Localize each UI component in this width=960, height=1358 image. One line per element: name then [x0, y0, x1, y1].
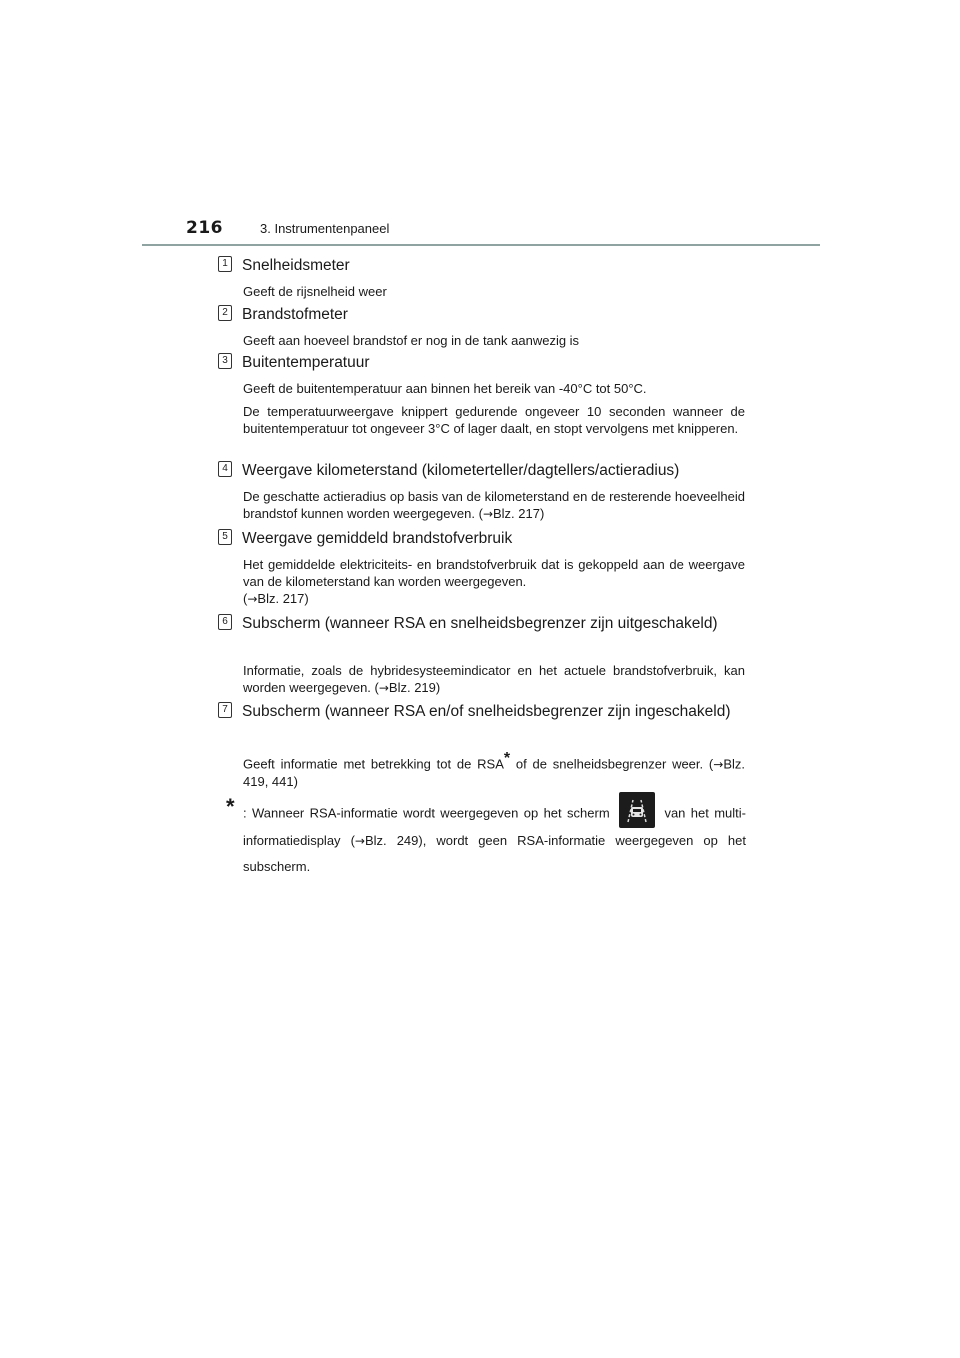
item-3-note: De temperatuurweergave knippert gedurende ongeveer 10 seconden wanneer de buitentemperatuur tot ongeveer 3°C of lager daalt, en stopt vervolgens met knipperen.	[243, 404, 745, 436]
item-title: Subscherm (wanneer RSA en/of snelheidsbegrenzer zijn ingeschakeld)	[242, 703, 731, 720]
item-title: Subscherm (wanneer RSA en snelheidsbegrenzer zijn uitgeschakeld)	[242, 615, 718, 632]
arrow-icon: →	[354, 834, 365, 848]
item-5-description: Het gemiddelde elektriciteits- en brandstofverbruik dat is gekoppeld aan de weergave van de kilometerstand kan worden weergegeven. (→Blz. 217)	[243, 557, 745, 606]
item-4-description: De geschatte actieradius op basis van de kilometerstand en de resterende hoeveelheid brandstof kunnen worden weergegeven. (→Blz. 217)	[243, 489, 745, 521]
page-reference[interactable]: Blz. 219	[388, 680, 436, 695]
page-reference[interactable]: Blz. 217	[257, 591, 305, 606]
item-number-badge: 5	[218, 529, 232, 545]
item-title: Snelheidsmeter	[242, 257, 350, 274]
item-1-description: Geeft de rijsnelheid weer	[243, 284, 387, 299]
item-number-badge: 6	[218, 614, 232, 630]
item-2-description: Geeft aan hoeveel brandstof er nog in de tank aanwezig is	[243, 333, 580, 348]
rsa-display-icon	[619, 792, 655, 828]
arrow-icon: →	[247, 592, 258, 606]
footnote-marker: *	[226, 794, 235, 819]
item-number-badge: 2	[218, 305, 232, 321]
header-divider	[142, 244, 820, 246]
item-7-description: Geeft informatie met betrekking tot de RSA* of de snelheidsbegrenzer weer. (→Blz. 419, 441)	[243, 750, 745, 790]
arrow-icon: →	[378, 681, 389, 695]
item-title: Weergave gemiddeld brandstofverbruik	[242, 530, 513, 547]
page-reference[interactable]: Blz. 419, 441	[243, 756, 745, 790]
arrow-icon: →	[482, 507, 493, 521]
item-title: Buitentemperatuur	[242, 354, 370, 371]
item-3-description: Geeft de buitentemperatuur aan binnen het bereik van -40°C tot 50°C.	[243, 381, 647, 396]
item-title: Weergave kilometerstand (kilometerteller/dagtellers/actieradius)	[242, 462, 680, 479]
item-6-description: Informatie, zoals de hybridesysteemindicator en het actuele brandstofverbruik, kan worden weergegeven. (→Blz. 219)	[243, 663, 745, 695]
page-number: 216	[186, 218, 223, 238]
arrow-icon: →	[713, 757, 724, 772]
item-number-badge: 1	[218, 256, 232, 272]
chapter-title: 3. Instrumentenpaneel	[260, 221, 390, 236]
item-number-badge: 7	[218, 702, 232, 718]
page-reference[interactable]: Blz. 249	[364, 833, 419, 848]
page-reference[interactable]: Blz. 217	[493, 506, 540, 521]
item-number-badge: 4	[218, 461, 232, 477]
item-title: Brandstofmeter	[242, 306, 348, 323]
item-number-badge: 3	[218, 353, 232, 369]
